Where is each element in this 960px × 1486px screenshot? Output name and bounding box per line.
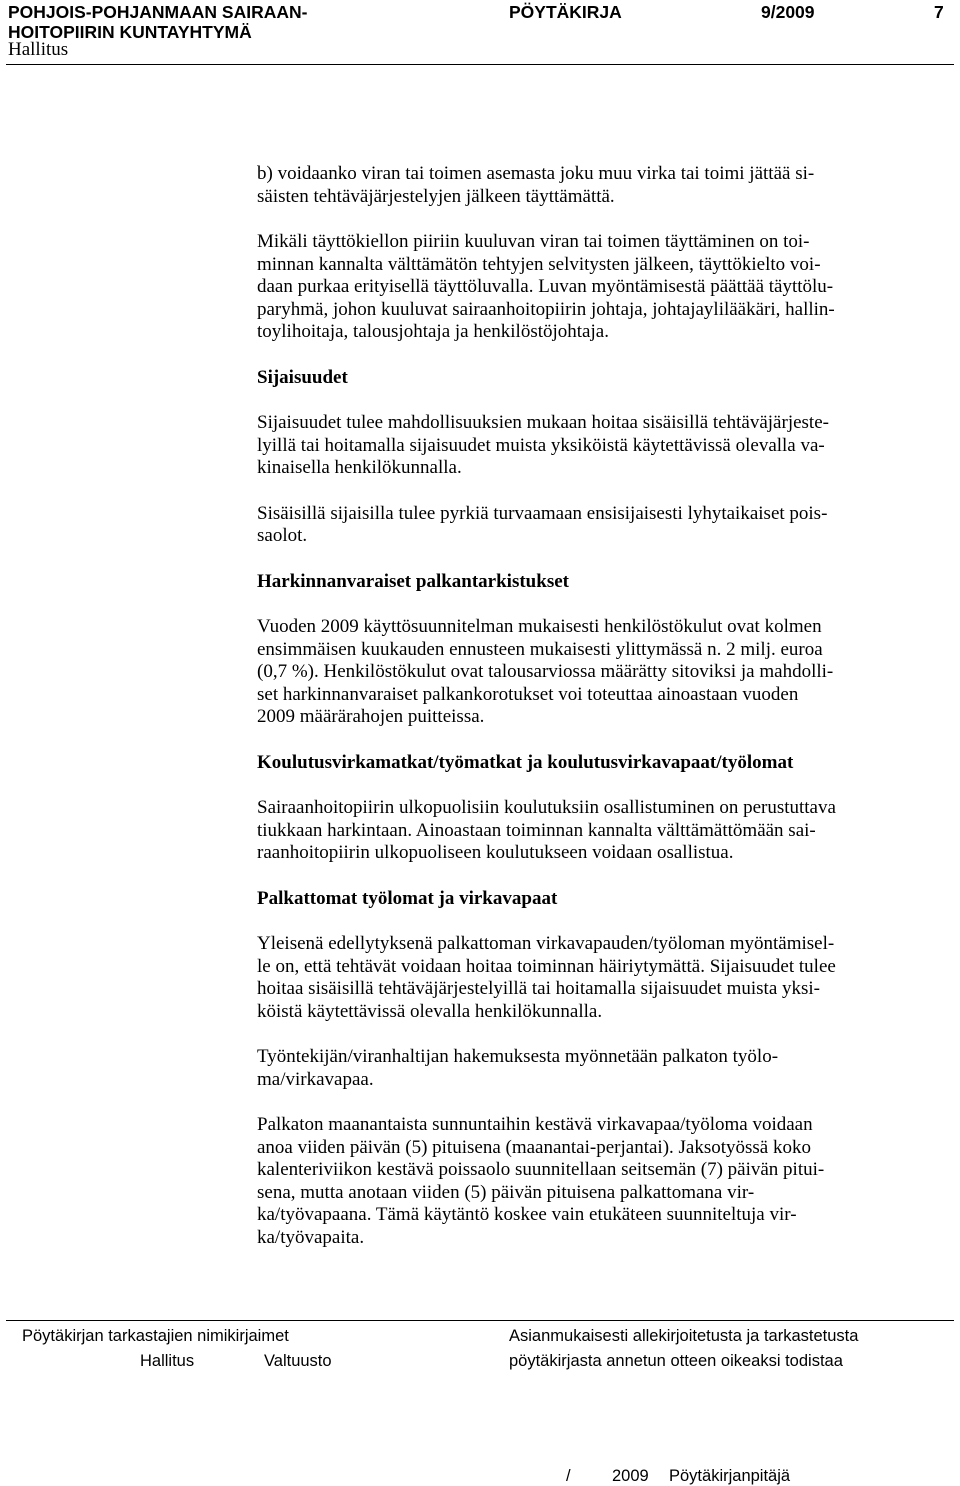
footer-certification-line1: Asianmukaisesti allekirjoitetusta ja tarkastetusta xyxy=(509,1327,859,1345)
text-line: hoitaa sisäisillä tehtäväjärjestelyillä tai hoitamalla sijaisuudet muista yksi- xyxy=(257,978,820,999)
text-line: anoa viiden päivän (5) pituisena (maanantai-perjantai). Jaksotyössä koko xyxy=(257,1136,811,1158)
header-organization-line2: HOITOPIIRIN KUNTAYHTYMÄ xyxy=(8,22,252,42)
header-organization-line1: POHJOIS-POHJANMAAN SAIRAAN- xyxy=(8,2,308,22)
section-heading xyxy=(257,367,959,390)
text-line: Työntekijän/viranhaltijan hakemuksesta myönnetään palkaton työlo- xyxy=(257,1046,779,1067)
text-line: Mikäli täyttökiellon piiriin kuuluvan viran tai toimen täyttäminen on toi- xyxy=(257,231,810,252)
paragraph xyxy=(257,616,959,729)
text-line: paryhmä, johon kuuluvat sairaanhoitopiirin johtaja, johtajaylilääkäri, hallin- xyxy=(257,298,835,320)
text-line: Palkattomat työlomat ja virkavapaat xyxy=(257,887,558,909)
section-heading xyxy=(257,571,959,594)
footer-reviewers-title: Pöytäkirjan tarkastajien nimikirjaimet xyxy=(22,1327,289,1345)
paragraph xyxy=(257,1046,959,1091)
text-line: daan purkaa erityisellä täyttöluvalla. Luvan myöntämisestä päättää täyttölu- xyxy=(257,276,834,297)
text-line: toylihoitaja, talousjohtaja ja henkilöstöjohtaja. xyxy=(257,321,609,342)
section-heading xyxy=(257,888,959,911)
paragraph xyxy=(257,163,959,208)
header-divider xyxy=(6,64,954,65)
paragraph xyxy=(257,1114,959,1249)
text-line: Vuoden 2009 käyttösuunnitelman mukaisesti henkilöstökulut ovat kolmen xyxy=(257,616,822,637)
text-line: säisten tehtäväjärjestelyjen jälkeen täyttämättä. xyxy=(257,185,615,207)
text-line: ma/virkavapaa. xyxy=(257,1068,374,1090)
text-line: Sisäisillä sijaisilla tulee pyrkiä turvaamaan ensisijaisesti lyhytaikaiset pois- xyxy=(257,502,828,524)
footer-council-label: Valtuusto xyxy=(264,1352,332,1370)
text-line: tiukkaan harkintaan. Ainoastaan toiminnan kannalta välttämättömään sai- xyxy=(257,819,816,841)
footer-signer-title: Pöytäkirjanpitäjä xyxy=(669,1467,791,1485)
text-line: raanhoitopiirin ulkopuoliseen koulutukseen voidaan osallistua. xyxy=(257,842,734,863)
footer-date-year: 2009 xyxy=(612,1467,649,1485)
text-line: (0,7 %). Henkilöstökulut ovat talousarviossa määrätty sitoviksi ja mahdolli- xyxy=(257,661,834,682)
text-line: lyillä tai hoitamalla sijaisuudet muista yksiköistä käytettävissä olevalla va- xyxy=(257,434,825,456)
text-line: ka/työvapaita. xyxy=(257,1226,365,1248)
text-line: Sijaisuudet xyxy=(257,366,348,388)
paragraph xyxy=(257,412,959,480)
text-line: Yleisenä edellytyksenä palkattoman virkavapauden/työloman myöntämisel- xyxy=(257,933,835,954)
text-line: kalenteriviikon kestävä poissaolo suunnitellaan seitsemän (7) päivän pitui- xyxy=(257,1159,825,1180)
document-body xyxy=(257,163,959,1249)
paragraph xyxy=(257,231,959,344)
header-document-number: 9/2009 xyxy=(761,2,815,22)
text-line: köistä käytettävissä olevalla henkilökunnalla. xyxy=(257,1000,603,1022)
section-heading xyxy=(257,752,959,775)
text-line: Harkinnanvaraiset palkantarkistukset xyxy=(257,570,569,592)
text-line: Palkaton maanantaista sunnuntaihin kestävä virkavapaa/työloma voidaan xyxy=(257,1114,813,1135)
text-line: sena, mutta anotaan viiden (5) päivän pituisena palkattomana vir- xyxy=(257,1181,755,1203)
text-line: kinaisella henkilökunnalla. xyxy=(257,457,462,478)
text-line: Koulutusvirkamatkat/työmatkat ja koulutusvirkavapaat/työlomat xyxy=(257,751,794,773)
paragraph xyxy=(257,503,959,548)
text-line: minnan kannalta välttämätön tehtyjen selvitysten jälkeen, täyttökielto voi- xyxy=(257,253,821,275)
footer-certification-line2: pöytäkirjasta annetun otteen oikeaksi todistaa xyxy=(509,1352,843,1370)
text-line: saolot. xyxy=(257,525,308,546)
footer-date-slash: / xyxy=(566,1467,571,1485)
text-line: 2009 määrärahojen puitteissa. xyxy=(257,706,485,727)
paragraph xyxy=(257,797,959,865)
header-document-type: PÖYTÄKIRJA xyxy=(509,2,622,22)
text-line: set harkinnanvaraiset palkankorotukset voi toteuttaa ainoastaan vuoden xyxy=(257,683,799,705)
section-name: Hallitus xyxy=(8,39,69,60)
footer-divider xyxy=(6,1320,954,1321)
footer-board-label: Hallitus xyxy=(140,1352,195,1370)
text-line: b) voidaanko viran tai toimen asemasta joku muu virka tai toimi jättää si- xyxy=(257,163,815,184)
header-page-number: 7 xyxy=(934,2,944,22)
text-line: Sairaanhoitopiirin ulkopuolisiin koulutuksiin osallistuminen on perustuttava xyxy=(257,797,836,818)
paragraph xyxy=(257,933,959,1023)
text-line: le on, että tehtävät voidaan hoitaa toiminnan häiriytymättä. Sijaisuudet tulee xyxy=(257,955,836,977)
text-line: ensimmäisen kuukauden ennusteen mukaisesti ylittymässä n. 2 milj. euroa xyxy=(257,638,823,660)
text-line: ka/työvapaana. Tämä käytäntö koskee vain etukäteen suunniteltuja vir- xyxy=(257,1204,797,1225)
text-line: Sijaisuudet tulee mahdollisuuksien mukaan hoitaa sisäisillä tehtäväjärjeste- xyxy=(257,412,829,433)
